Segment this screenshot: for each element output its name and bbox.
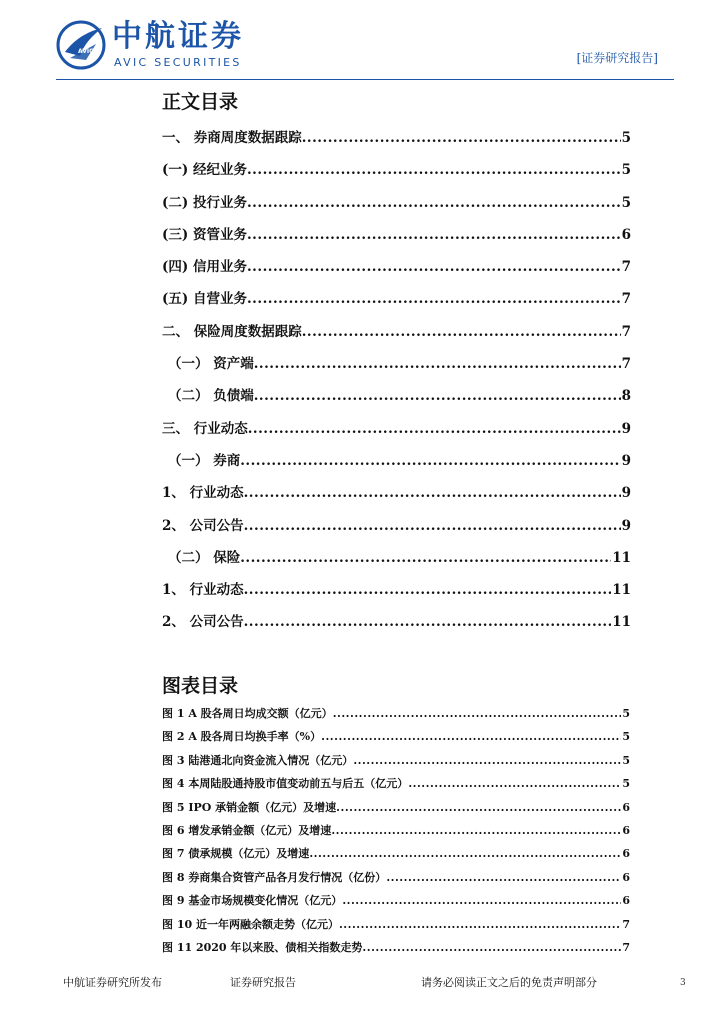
dot-leader bbox=[331, 819, 621, 842]
logo-text: AVIC bbox=[78, 48, 94, 55]
toc-entry[interactable] bbox=[162, 187, 631, 219]
toc-entry[interactable] bbox=[162, 283, 631, 315]
toc-entry-page: 6 bbox=[622, 847, 630, 861]
dot-leader bbox=[408, 772, 621, 795]
page-header bbox=[0, 0, 724, 84]
dot-leader bbox=[244, 510, 621, 542]
toc-entry-label: 一、 券商周度数据跟踪 bbox=[162, 130, 302, 146]
dot-leader bbox=[240, 445, 620, 477]
toc-entry-page: 7 bbox=[622, 917, 630, 931]
toc-entry-page: 7 bbox=[621, 356, 631, 373]
toc-entry-label: 图 10 近一年两融余额走势（亿元） bbox=[162, 917, 339, 931]
figure-entry[interactable] bbox=[162, 725, 630, 748]
toc-entry-page: 6 bbox=[622, 894, 630, 908]
dot-leader bbox=[386, 866, 621, 889]
toc-entry-page: 5 bbox=[621, 162, 631, 179]
toc-entry-label: 图 4 本周陆股通持股市值变动前五与后五（亿元） bbox=[162, 777, 409, 791]
dot-leader bbox=[247, 251, 621, 283]
figure-entry[interactable] bbox=[162, 819, 630, 842]
toc-entry-page: 7 bbox=[621, 259, 631, 276]
toc-entry-label: 1、 行业动态 bbox=[162, 582, 244, 599]
toc-figures-title: 图表目录 bbox=[162, 675, 239, 697]
toc-entry-page: 6 bbox=[622, 870, 630, 884]
toc-entry[interactable] bbox=[162, 542, 631, 574]
toc-main-title: 正文目录 bbox=[162, 91, 239, 113]
page-footer bbox=[0, 968, 724, 998]
toc-entry-page: 9 bbox=[621, 420, 631, 437]
dot-leader bbox=[247, 283, 621, 315]
dot-leader bbox=[302, 316, 621, 348]
dot-leader bbox=[254, 380, 621, 412]
toc-entry-page: 5 bbox=[621, 194, 631, 211]
toc-entry[interactable] bbox=[162, 477, 631, 509]
toc-entry-page: 5 bbox=[622, 730, 630, 744]
toc-entry[interactable] bbox=[162, 154, 631, 186]
toc-entry-page: 6 bbox=[622, 800, 630, 814]
toc-entry-label: 图 6 增发承销金额（亿元）及增速 bbox=[162, 823, 332, 837]
report-type-tag: [证券研究报告] bbox=[576, 51, 658, 65]
toc-entry[interactable] bbox=[162, 606, 631, 638]
toc-entry-page: 5 bbox=[622, 707, 630, 720]
toc-entry[interactable] bbox=[162, 510, 631, 542]
toc-entry-label: 2、 公司公告 bbox=[162, 614, 244, 631]
toc-entry-label: 图 3 陆港通北向资金流入情况（亿元） bbox=[162, 753, 354, 767]
toc-entry-label: 图 5 IPO 承销金额（亿元）及增速 bbox=[162, 800, 337, 814]
toc-entry[interactable] bbox=[162, 413, 631, 445]
dot-leader bbox=[342, 889, 621, 912]
dot-leader bbox=[353, 749, 621, 772]
toc-entry[interactable] bbox=[162, 316, 631, 348]
footer-publisher: 中航证券研究所发布 bbox=[63, 976, 162, 989]
footer-doc-type: 证券研究报告 bbox=[230, 976, 296, 989]
toc-entry-label: 1、 行业动态 bbox=[162, 485, 244, 502]
toc-entry[interactable] bbox=[162, 122, 631, 154]
toc-entry-page: 8 bbox=[621, 388, 631, 405]
toc-entry-label: （二） 保险 bbox=[168, 549, 241, 566]
toc-entry-page: 7 bbox=[621, 291, 631, 308]
toc-entry-page: 11 bbox=[612, 582, 631, 599]
toc-entry-page: 11 bbox=[612, 549, 631, 566]
toc-entry-label: （二） 负债端 bbox=[168, 388, 254, 405]
toc-figures-list bbox=[162, 702, 630, 959]
toc-entry-page: 7 bbox=[622, 940, 630, 954]
toc-entry[interactable] bbox=[162, 219, 631, 251]
dot-leader bbox=[254, 348, 621, 380]
brand-name-en: AVIC SECURITIES bbox=[114, 56, 242, 69]
dot-leader bbox=[336, 796, 621, 819]
toc-entry-label: (四) 信用业务 bbox=[162, 259, 247, 276]
dot-leader bbox=[248, 413, 621, 445]
toc-entry-label: 二、 保险周度数据跟踪 bbox=[162, 323, 302, 340]
page-number: 3 bbox=[680, 978, 686, 988]
toc-entry-label: 图 8 券商集合资管产品各月发行情况（亿份） bbox=[162, 870, 387, 884]
toc-entry-page: 9 bbox=[621, 485, 631, 502]
dot-leader bbox=[333, 702, 622, 725]
toc-entry-label: 2、 公司公告 bbox=[162, 517, 244, 534]
toc-entry-label: 三、 行业动态 bbox=[162, 420, 248, 437]
toc-entry-label: 图 1 A 股各周日均成交额（亿元） bbox=[162, 707, 333, 720]
avic-logo-icon bbox=[56, 20, 106, 70]
dot-leader bbox=[240, 542, 611, 574]
figure-entry[interactable] bbox=[162, 889, 630, 912]
dot-leader bbox=[362, 936, 621, 959]
dot-leader bbox=[321, 725, 621, 748]
toc-entry-label: (二) 投行业务 bbox=[162, 194, 247, 211]
toc-entry-label: （一） 资产端 bbox=[168, 356, 254, 373]
dot-leader bbox=[244, 606, 612, 638]
dot-leader bbox=[339, 913, 621, 936]
toc-entry-page: 6 bbox=[622, 823, 630, 837]
dot-leader bbox=[247, 154, 621, 186]
toc-entry-page: 9 bbox=[621, 452, 631, 469]
toc-entry-label: (五) 自营业务 bbox=[162, 291, 247, 308]
dot-leader bbox=[309, 842, 621, 865]
toc-entry[interactable] bbox=[162, 445, 631, 477]
header-divider bbox=[56, 79, 674, 80]
toc-main-list bbox=[162, 122, 631, 639]
dot-leader bbox=[247, 219, 621, 251]
dot-leader bbox=[247, 187, 621, 219]
toc-entry[interactable] bbox=[162, 251, 631, 283]
toc-entry-page: 6 bbox=[621, 226, 631, 243]
figure-entry[interactable] bbox=[162, 913, 630, 936]
toc-entry-page: 5 bbox=[621, 130, 631, 146]
figure-entry[interactable] bbox=[162, 772, 630, 795]
toc-entry[interactable] bbox=[162, 574, 631, 606]
dot-leader bbox=[302, 122, 621, 154]
toc-entry-page: 9 bbox=[621, 517, 631, 534]
figure-entry[interactable] bbox=[162, 936, 630, 959]
toc-entry-label: （一） 券商 bbox=[168, 452, 241, 469]
toc-entry-page: 5 bbox=[622, 777, 630, 791]
toc-entry-label: (一) 经纪业务 bbox=[162, 162, 247, 179]
toc-entry-label: 图 11 2020 年以来股、债相关指数走势 bbox=[162, 940, 363, 954]
dot-leader bbox=[244, 574, 612, 606]
toc-entry-page: 7 bbox=[621, 323, 631, 340]
figure-entry[interactable] bbox=[162, 702, 630, 725]
figure-entry[interactable] bbox=[162, 749, 630, 772]
footer-disclaimer: 请务必阅读正文之后的免责声明部分 bbox=[421, 976, 597, 989]
figure-entry[interactable] bbox=[162, 842, 630, 865]
dot-leader bbox=[244, 477, 621, 509]
brand-name-cn: 中航证券 bbox=[112, 19, 244, 54]
toc-entry-page: 5 bbox=[622, 753, 630, 767]
toc-entry-page: 11 bbox=[612, 614, 631, 631]
figure-entry[interactable] bbox=[162, 796, 630, 819]
toc-entry[interactable] bbox=[162, 348, 631, 380]
toc-entry-label: 图 2 A 股各周日均换手率（%） bbox=[162, 730, 322, 744]
toc-entry-label: 图 7 债承规模（亿元）及增速 bbox=[162, 847, 310, 861]
figure-entry[interactable] bbox=[162, 866, 630, 889]
toc-entry-label: (三) 资管业务 bbox=[162, 226, 247, 243]
toc-entry[interactable] bbox=[162, 380, 631, 412]
toc-entry-label: 图 9 基金市场规模变化情况（亿元） bbox=[162, 894, 343, 908]
